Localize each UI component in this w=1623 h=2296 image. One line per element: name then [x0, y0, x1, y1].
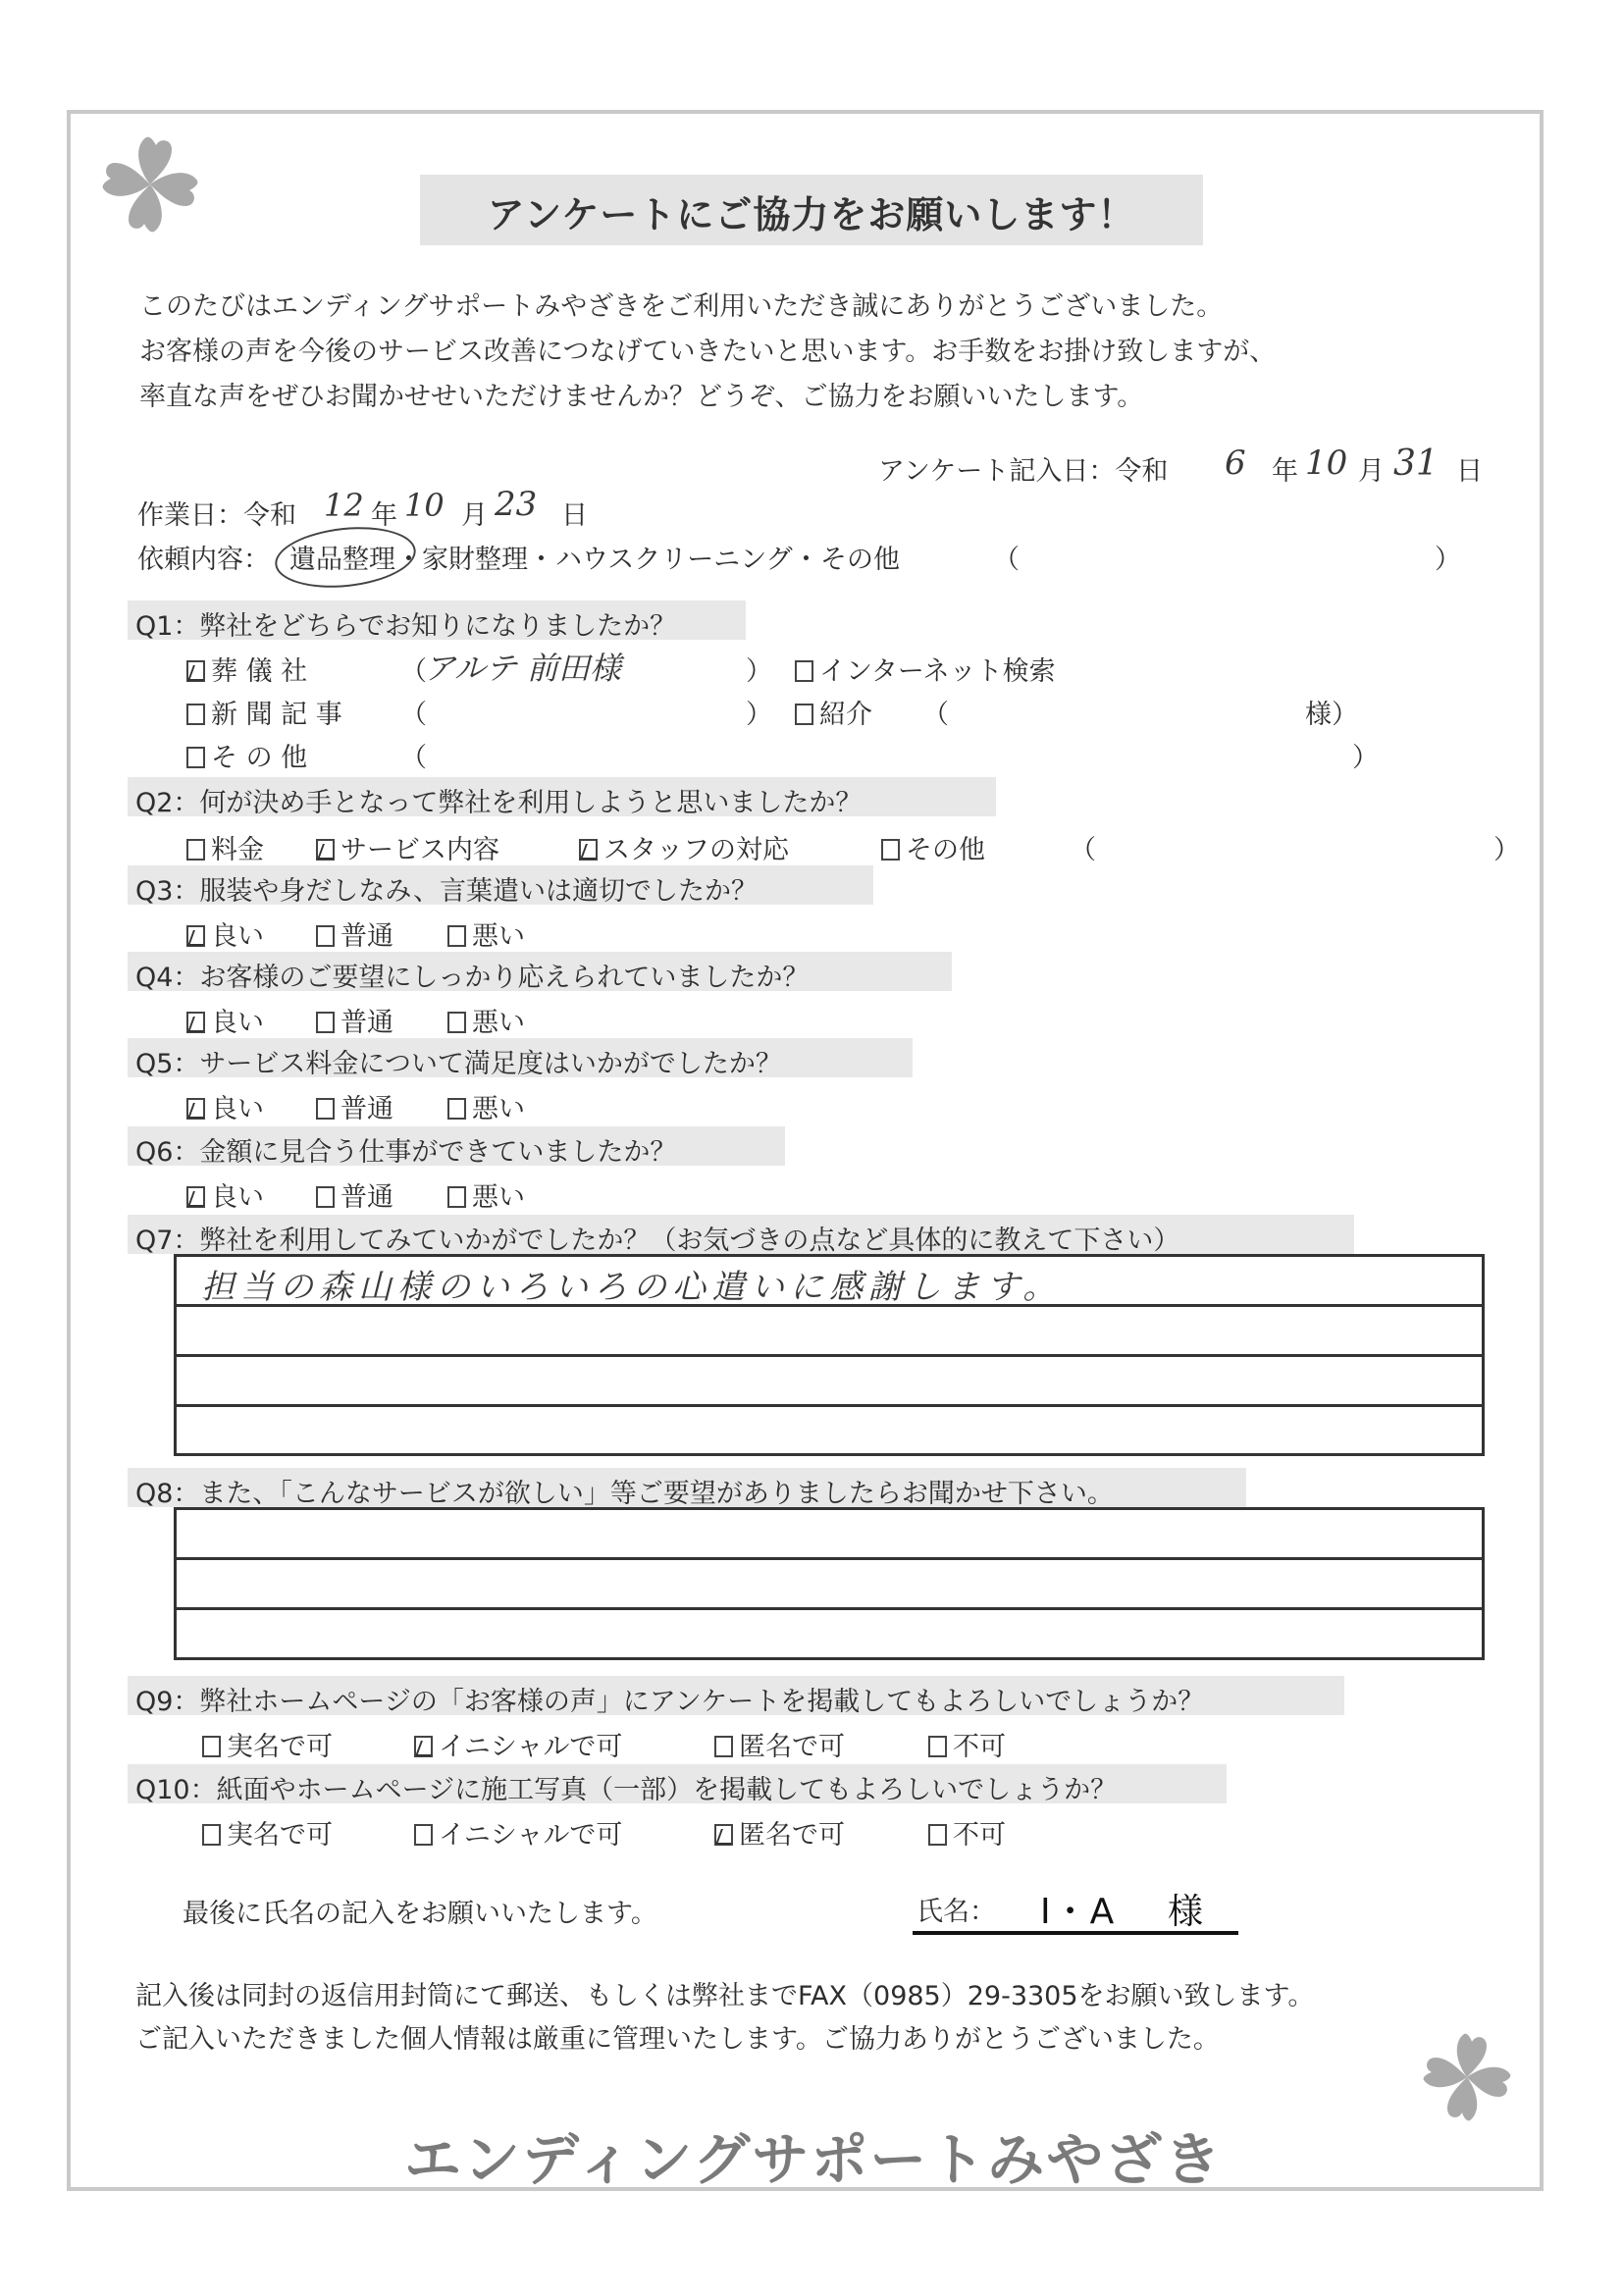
request-option-other[interactable]: その他 — [820, 545, 900, 575]
checkbox-checked[interactable] — [186, 660, 205, 682]
company-logo: エンディングサポートみやざき — [404, 2126, 1224, 2193]
q4-option-average[interactable]: 普通 — [316, 1001, 393, 1039]
entry-date-month[interactable]: 10 — [1305, 444, 1348, 483]
footer-line-1: 記入後は同封の返信用封筒にて郵送、もしくは弊社までFAX（0985）29-3305をお願い致します。 — [135, 1981, 1315, 2011]
q5-option-bad[interactable]: 悪い — [447, 1087, 525, 1125]
checkbox[interactable] — [928, 1736, 947, 1757]
checkbox[interactable] — [795, 660, 813, 682]
ruled-line — [177, 1607, 1482, 1610]
entry-date-day[interactable]: 31 — [1393, 444, 1439, 484]
entry-date-year[interactable]: 6 — [1225, 444, 1246, 483]
checkbox-checked[interactable] — [186, 925, 205, 947]
entry-date-day-unit: 日 — [1456, 456, 1483, 487]
work-date-year-unit: 年 — [371, 500, 397, 531]
checkbox[interactable] — [186, 704, 205, 725]
intro-line-3: 率直な声をぜひお聞かせせいただけませんか？どうぞ、ご協力をお願いいたします。 — [139, 382, 1144, 412]
work-date-label: 作業日：令和 — [137, 500, 296, 531]
q2-option-price[interactable]: 料金 — [186, 828, 264, 866]
page-title: アンケートにご協力をお願いします！ — [487, 193, 1136, 236]
q6-option-average[interactable]: 普通 — [316, 1175, 393, 1214]
name-underline — [913, 1931, 1238, 1935]
q1-question: Q1：弊社をどちらでお知りになりましたか？ — [135, 611, 677, 642]
checkbox[interactable] — [447, 1186, 466, 1208]
intro-line-1: このたびはエンディングサポートみやざきをご利用いただき誠にありがとうございました。 — [139, 291, 1224, 322]
q10-option-initials[interactable]: イニシャルで可 — [414, 1813, 622, 1852]
q4-option-bad[interactable]: 悪い — [447, 1001, 525, 1039]
checkbox[interactable] — [202, 1736, 221, 1757]
ruled-line — [177, 1557, 1482, 1560]
checkbox[interactable] — [414, 1824, 433, 1846]
q3-option-good[interactable]: 良い — [186, 914, 264, 953]
checkbox[interactable] — [447, 925, 466, 947]
name-honorific: 様 — [1168, 1892, 1204, 1932]
request-option-estate[interactable]: 遺品整理 — [289, 545, 395, 575]
ruled-line — [177, 1354, 1482, 1357]
q7-question: Q7：弊社を利用してみていかがでしたか？（お気づきの点など具体的に教えて下さい） — [135, 1226, 1180, 1256]
work-date-day[interactable]: 23 — [495, 485, 538, 524]
q1-referral-suffix: 様） — [1305, 700, 1358, 730]
request-sep: ・ — [793, 545, 819, 575]
q9-option-not-allowed[interactable]: 不可 — [928, 1725, 1006, 1763]
q9-question: Q9：弊社ホームページの「お客様の声」にアンケートを掲載してもよろしいでしょうか？ — [135, 1687, 1205, 1717]
checkbox-checked[interactable] — [714, 1824, 733, 1846]
q10-option-not-allowed[interactable]: 不可 — [928, 1813, 1006, 1852]
q5-option-average[interactable]: 普通 — [316, 1087, 393, 1125]
q3-question: Q3：服装や身だしなみ、言葉遣いは適切でしたか？ — [135, 876, 759, 907]
checkbox[interactable] — [186, 839, 205, 861]
work-date-month-unit: 月 — [461, 500, 488, 531]
q1-option-funeral[interactable]: 葬 儀 社 — [186, 650, 307, 688]
q10-question: Q10：紙面やホームページに施工写真（一部）を掲載してもよろしいでしょうか？ — [135, 1775, 1118, 1805]
q1-newspaper-open: （ — [400, 700, 427, 730]
checkbox[interactable] — [714, 1736, 733, 1757]
title-banner — [420, 175, 1203, 245]
q2-option-other[interactable]: その他 — [881, 828, 985, 866]
q9-option-initials[interactable]: イニシャルで可 — [414, 1725, 622, 1763]
checkbox-checked[interactable] — [186, 1012, 205, 1033]
checkbox[interactable] — [928, 1824, 947, 1846]
checkbox-checked[interactable] — [186, 1186, 205, 1208]
request-label: 依頼内容： — [137, 545, 270, 575]
q1-newspaper-close: ） — [746, 700, 772, 730]
q1-option-referral[interactable]: 紹介 — [795, 693, 872, 731]
ruled-line — [177, 1404, 1482, 1407]
q1-option-other[interactable]: そ の 他 — [186, 736, 307, 774]
q3-option-average[interactable]: 普通 — [316, 914, 393, 953]
checkbox[interactable] — [316, 1012, 335, 1033]
q1-funeral-open: （ — [400, 656, 427, 687]
work-date-year[interactable]: 12 — [324, 487, 364, 524]
q1-funeral-note[interactable]: アルテ 前田様 — [424, 650, 621, 687]
request-option-cleaning[interactable]: ハウスクリーニング — [555, 545, 793, 575]
request-other-open: （ — [993, 545, 1020, 575]
q5-option-good[interactable]: 良い — [186, 1087, 264, 1125]
q9-option-real-name[interactable]: 実名で可 — [202, 1725, 333, 1763]
entry-date-year-unit: 年 — [1272, 456, 1298, 487]
checkbox[interactable] — [881, 839, 900, 861]
q10-option-anonymous[interactable]: 匿名で可 — [714, 1813, 845, 1852]
checkbox[interactable] — [316, 1098, 335, 1120]
q6-option-bad[interactable]: 悪い — [447, 1175, 525, 1214]
q9-option-anonymous[interactable]: 匿名で可 — [714, 1725, 845, 1763]
checkbox-checked[interactable] — [186, 1098, 205, 1120]
checkbox-checked[interactable] — [414, 1736, 433, 1757]
q1-option-internet[interactable]: インターネット検索 — [795, 650, 1056, 688]
checkbox[interactable] — [202, 1824, 221, 1846]
work-date-day-unit: 日 — [561, 500, 588, 531]
clover-icon — [96, 128, 204, 245]
name-value[interactable]: I・A — [1040, 1892, 1117, 1932]
q5-question: Q5：サービス料金について満足度はいかがでしたか？ — [135, 1049, 782, 1079]
q4-question: Q4：お客様のご要望にしっかり応えられていましたか？ — [135, 963, 810, 993]
q8-answer-box[interactable] — [174, 1507, 1485, 1660]
q4-option-good[interactable]: 良い — [186, 1001, 264, 1039]
q6-question: Q6：金額に見合う仕事ができていましたか？ — [135, 1137, 677, 1168]
work-date-month[interactable]: 10 — [404, 487, 445, 524]
q1-other-open: （ — [400, 743, 427, 773]
q1-referral-open: （ — [922, 700, 949, 730]
checkbox[interactable] — [795, 704, 813, 725]
q7-answer-line-1[interactable]: 担当の森山様のいろいろの心遣いに感謝します。 — [201, 1268, 1063, 1307]
intro-line-2: お客様の声を今後のサービス改善につなげていきたいと思います。お手数をお掛け致しますが、 — [139, 337, 1277, 367]
request-option-household[interactable]: 家財整理 — [422, 545, 528, 575]
footer-line-2: ご記入いただきました個人情報は厳重に管理いたします。ご協力ありがとうございました。 — [135, 2024, 1220, 2055]
q2-option-service[interactable]: サービス内容 — [316, 828, 499, 866]
q2-other-close: ） — [1493, 835, 1520, 865]
name-request: 最後に氏名の記入をお願いいたします。 — [183, 1899, 657, 1929]
q1-option-newspaper[interactable]: 新 聞 記 事 — [186, 693, 342, 731]
q10-option-real-name[interactable]: 実名で可 — [202, 1813, 333, 1852]
checkbox-checked[interactable] — [316, 839, 335, 861]
checkbox[interactable] — [316, 925, 335, 947]
checkbox[interactable] — [447, 1012, 466, 1033]
q8-question: Q8：また、「こんなサービスが欲しい」等ご要望がありましたらお聞かせ下さい。 — [135, 1479, 1114, 1509]
request-sep: ・ — [395, 545, 422, 575]
q1-other-close: ） — [1352, 743, 1379, 773]
q6-option-good[interactable]: 良い — [186, 1175, 264, 1214]
checkbox[interactable] — [447, 1098, 466, 1120]
q3-option-bad[interactable]: 悪い — [447, 914, 525, 953]
request-sep: ・ — [528, 545, 554, 575]
request-other-close: ） — [1435, 545, 1461, 575]
checkbox[interactable] — [316, 1186, 335, 1208]
q1-funeral-close: ） — [746, 656, 772, 687]
clover-icon — [1413, 2023, 1521, 2131]
q2-option-staff[interactable]: スタッフの対応 — [579, 828, 789, 866]
entry-date-label: アンケート記入日：令和 — [878, 456, 1169, 487]
checkbox-checked[interactable] — [579, 839, 598, 861]
q2-other-open: （ — [1070, 835, 1096, 865]
entry-date-month-unit: 月 — [1358, 456, 1385, 487]
name-label: 氏名： — [916, 1897, 996, 1927]
checkbox[interactable] — [186, 747, 205, 768]
q2-question: Q2：何が決め手となって弊社を利用しようと思いましたか？ — [135, 788, 863, 818]
